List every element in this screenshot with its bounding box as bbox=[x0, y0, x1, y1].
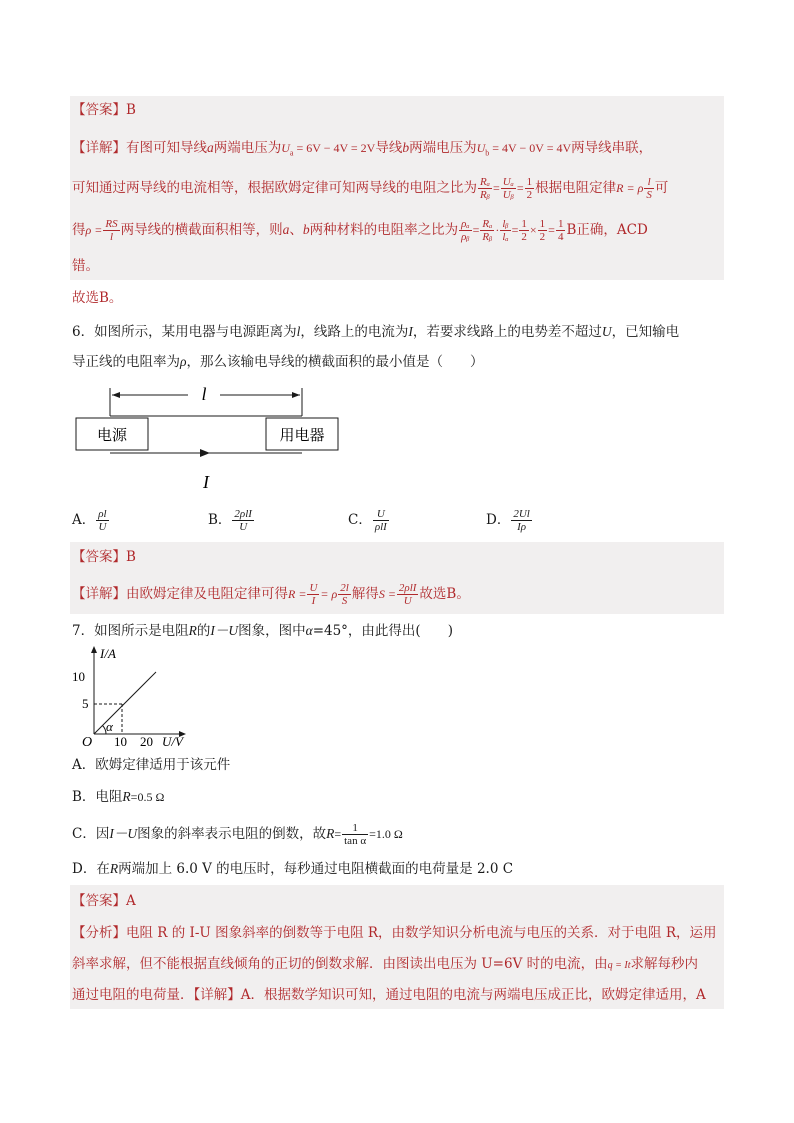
denominator: 2 bbox=[539, 231, 546, 243]
detail-tag: 【详解】 bbox=[72, 586, 126, 602]
circuit-diagram bbox=[70, 380, 350, 500]
fraction bbox=[538, 218, 548, 243]
numerator: 2ρlI bbox=[398, 582, 417, 594]
sub: a bbox=[289, 148, 294, 158]
text: 7．如图所示是电阻 bbox=[72, 623, 189, 639]
var-u: U bbox=[281, 141, 290, 155]
numerator: 1 bbox=[539, 218, 546, 230]
text: 、 bbox=[289, 222, 303, 238]
denominator: lₐ bbox=[502, 231, 509, 243]
numerator: 1 bbox=[521, 218, 527, 230]
fraction bbox=[103, 218, 119, 243]
analysis-line-2 bbox=[72, 954, 698, 976]
var-b: b bbox=[302, 222, 310, 237]
answer-tag: 【答案】 bbox=[72, 102, 126, 118]
fraction bbox=[511, 508, 532, 533]
var-r: R bbox=[326, 826, 335, 841]
numerator: l bbox=[644, 176, 654, 189]
x-tick-20: 20 bbox=[140, 734, 153, 749]
q7-option-a[interactable]: A．欧姆定律适用于该元件 bbox=[72, 757, 231, 773]
denominator: U bbox=[403, 595, 412, 607]
denominator: ρᵦ bbox=[461, 231, 470, 243]
text: A．根据数学知识可知，通过电阻的电流与两端电压成正比，欧姆定律适用，A bbox=[240, 987, 706, 1003]
answer-tag: 【答案】 bbox=[72, 549, 126, 565]
answer-line-q5 bbox=[72, 100, 136, 120]
fraction bbox=[459, 218, 472, 243]
text: 通过电阻的电荷量． bbox=[72, 987, 194, 1003]
analysis-line-1 bbox=[72, 923, 717, 943]
formula-r: R = bbox=[288, 587, 307, 601]
detail-line-1 bbox=[72, 138, 652, 163]
text: 可 bbox=[654, 180, 669, 196]
fraction bbox=[338, 582, 351, 607]
fraction bbox=[519, 218, 529, 243]
numerator: U bbox=[309, 582, 318, 594]
fraction bbox=[644, 176, 654, 201]
detail-line-3: 得ρ = $\frac{RS}{l}$ 两导线的横截面积相等，则a、b两种材料的电阻率之比为 $\frac{\text{ρₐ}}{\text{ρᵦ}}$ = $\frac{\text{Rₐ}}{\text{Rᵦ}}$ · $\frac{\text{lᵦ}}{\text{lₐ}}$ = $\frac{1}{2}$ × $\frac{1}{2}$ = $\frac{1}{4}$ B正确，ACD bbox=[72, 218, 648, 243]
fraction bbox=[397, 582, 419, 607]
var-a: a bbox=[282, 222, 290, 237]
conclusion-line: 故选B。 bbox=[72, 290, 123, 306]
text: 两种材料的电阻率之比为 bbox=[309, 222, 459, 238]
var-l: l bbox=[296, 324, 301, 339]
text: 的 bbox=[196, 623, 211, 639]
text: 两端电压为 bbox=[409, 140, 477, 156]
fraction bbox=[307, 582, 319, 607]
var-b: b bbox=[402, 140, 410, 155]
var-u: U bbox=[476, 141, 486, 155]
formula-q: q = It bbox=[607, 960, 631, 971]
text: =0.5 Ω bbox=[130, 790, 165, 804]
numerator: ρₐ bbox=[461, 218, 470, 230]
fraction bbox=[342, 822, 368, 847]
equation-ua: = 6V − 4V = 2V bbox=[293, 141, 376, 155]
var-r: R bbox=[122, 789, 131, 804]
formula-r: R = ρ bbox=[616, 181, 644, 195]
text: 可知通过两导线的电流相等，根据欧姆定律可知两导线的电阻之比为 bbox=[72, 180, 477, 196]
text: 两端电压为 bbox=[213, 140, 282, 156]
numerator: Rₐ bbox=[480, 176, 490, 188]
q6-detail-line bbox=[72, 582, 470, 607]
text: 解得 bbox=[351, 586, 379, 602]
var-iu: I－U bbox=[210, 623, 239, 638]
text: 根据电阻定律 bbox=[535, 180, 617, 196]
denominator: tan α bbox=[344, 835, 367, 847]
text: 图象的斜率表示电阻的倒数，故 bbox=[137, 826, 327, 842]
power-source-label: 电源 bbox=[96, 426, 128, 444]
numerator: Uₐ bbox=[502, 176, 514, 188]
y-tick-5: 5 bbox=[82, 696, 89, 711]
text: ，那么该输电导线的横截面积的最小值是（ ） bbox=[186, 354, 484, 370]
denominator: Uᵦ bbox=[502, 189, 514, 201]
fraction bbox=[480, 218, 494, 243]
fraction bbox=[373, 508, 389, 533]
text: 两导线串联， bbox=[571, 140, 653, 156]
text: 由欧姆定律及电阻定律可得 bbox=[126, 586, 288, 602]
iu-graph bbox=[70, 642, 200, 752]
iu-line bbox=[94, 672, 156, 734]
sub: b bbox=[485, 148, 490, 158]
fraction bbox=[96, 508, 108, 533]
var-r: R bbox=[188, 623, 197, 638]
denominator: U bbox=[98, 521, 107, 533]
denominator: U bbox=[239, 521, 248, 533]
text: 故选B。 bbox=[419, 586, 470, 602]
text: ，线路上的电流为 bbox=[300, 324, 409, 340]
text: 求解每秒内 bbox=[630, 956, 698, 972]
answer-line-q6 bbox=[72, 547, 136, 567]
denominator: Rᵦ bbox=[482, 231, 493, 243]
text: =45°，由此得出( ) bbox=[312, 623, 453, 639]
fraction bbox=[478, 176, 492, 201]
var-a: a bbox=[207, 140, 214, 155]
formula-rho: = ρ bbox=[320, 587, 338, 601]
x-axis-label: U/V bbox=[162, 734, 183, 749]
var-alpha: α bbox=[305, 623, 313, 638]
text: 正确，ACD bbox=[576, 222, 648, 238]
text: = bbox=[334, 827, 342, 841]
text: 有图可知导线 bbox=[126, 140, 207, 156]
q7-option-b[interactable] bbox=[72, 787, 164, 807]
equation-ub: = 4V − 0V = 4V bbox=[489, 141, 572, 155]
var-r: R bbox=[109, 861, 119, 876]
fraction bbox=[556, 218, 566, 243]
numerator: RS bbox=[105, 218, 118, 230]
detail-tag: 【详解】 bbox=[72, 140, 126, 156]
answer-line-q7 bbox=[72, 891, 136, 911]
formula-rho: ρ = bbox=[85, 223, 103, 237]
fraction bbox=[500, 218, 510, 243]
text: 图象，图中 bbox=[238, 623, 306, 639]
denominator: 2 bbox=[521, 231, 527, 243]
answer-value: B bbox=[126, 102, 136, 118]
denominator: l bbox=[109, 231, 113, 243]
denominator: ρlI bbox=[374, 521, 387, 533]
var-u: U bbox=[601, 324, 612, 339]
text: 导正线的电阻率为 bbox=[72, 354, 180, 370]
numerator: 2ρlI bbox=[234, 508, 252, 520]
text: 得 bbox=[72, 222, 86, 238]
fraction bbox=[525, 176, 535, 201]
numerator: 2Ul bbox=[513, 508, 530, 520]
text: ，若要求线路上的电势差不超过 bbox=[412, 324, 602, 340]
answer-value: A bbox=[126, 893, 136, 909]
q6-stem-line-2 bbox=[72, 352, 483, 372]
text: D．在 bbox=[72, 861, 110, 877]
answer-value: B bbox=[126, 549, 136, 565]
y-tick-10: 10 bbox=[72, 669, 85, 684]
numerator: 1 bbox=[342, 822, 368, 835]
y-axis-label: I/A bbox=[100, 646, 116, 661]
device-label: 用电器 bbox=[279, 426, 325, 444]
numerator: U bbox=[373, 508, 389, 521]
q6-option-a[interactable] bbox=[72, 508, 110, 533]
fraction bbox=[232, 508, 254, 533]
q7-option-d[interactable] bbox=[72, 859, 513, 879]
numerator: 1 bbox=[557, 218, 564, 230]
detail-tag: 【详解】 bbox=[193, 987, 241, 1003]
denominator: 2 bbox=[526, 189, 533, 201]
q7-stem bbox=[72, 621, 453, 641]
var-rho: ρ bbox=[180, 354, 187, 369]
text: 斜率求解，但不能根据直线倾角的正切的倒数求解．由图读出电压为 U=6V 时的电流，由 bbox=[72, 956, 608, 972]
current-label: I bbox=[203, 472, 209, 492]
q6-stem-line-1 bbox=[72, 322, 679, 342]
text: B．电阻 bbox=[72, 789, 123, 805]
analysis-line-3 bbox=[72, 985, 706, 1005]
numerator: lᵦ bbox=[500, 218, 510, 231]
denominator: S bbox=[341, 595, 348, 607]
text: =1.0 Ω bbox=[369, 827, 403, 841]
text: C．因 bbox=[72, 826, 110, 842]
denominator: Iρ bbox=[517, 521, 527, 533]
q6-option-c[interactable] bbox=[348, 508, 390, 533]
option-label: B． bbox=[208, 512, 232, 528]
numerator: 1 bbox=[526, 176, 533, 188]
text: 6．如图所示，某用电器与电源距离为 bbox=[72, 324, 297, 340]
text: 两端加上 6.0 V 的电压时，每秒通过电阻横截面的电荷量是 2.0 C bbox=[118, 861, 514, 877]
q6-option-b[interactable] bbox=[208, 508, 255, 533]
denominator: 4 bbox=[557, 231, 564, 243]
text: 两导线的横截面积相等，则 bbox=[120, 222, 283, 238]
numerator: Rₐ bbox=[482, 218, 493, 230]
option-label: D． bbox=[486, 512, 511, 528]
text: ，已知输电 bbox=[611, 324, 680, 340]
formula-s: S = bbox=[378, 587, 396, 601]
origin-label: O bbox=[82, 735, 93, 750]
var-i: I bbox=[408, 324, 413, 339]
x-tick-10: 10 bbox=[114, 734, 127, 749]
option-label: C． bbox=[348, 512, 372, 528]
analysis-tag: 【分析】 bbox=[72, 925, 126, 941]
text: 电阻 R 的 I-U 图象斜率的倒数等于电阻 R，由数学知识分析电流与电压的关系．对于电阻 R，运用 bbox=[126, 925, 717, 941]
detail-line-2: 可知通过两导线的电流相等，根据欧姆定律可知两导线的电阻之比为 $\frac{\text{Rₐ}}{\text{Rᵦ}}$ = $\frac{\text{Uₐ}}{\text{Uᵦ}}$ = $\frac{1}{2}$ 根据电阻定律R = ρ $\frac{l}{S}$ 可 bbox=[72, 176, 669, 201]
numerator: ρl bbox=[98, 508, 107, 520]
detail-line-4: 错。 bbox=[72, 258, 99, 274]
var-iu: I－U bbox=[109, 826, 138, 841]
q7-option-c[interactable] bbox=[72, 822, 403, 847]
text: B bbox=[566, 222, 577, 238]
text: 导线 bbox=[375, 140, 403, 156]
answer-tag: 【答案】 bbox=[72, 893, 126, 909]
option-label: A． bbox=[72, 512, 96, 528]
q6-option-d[interactable] bbox=[486, 508, 533, 533]
length-label: l bbox=[201, 384, 207, 404]
fraction bbox=[501, 176, 516, 201]
denominator: Rᵦ bbox=[480, 189, 490, 201]
angle-label: α bbox=[106, 719, 113, 734]
denominator: S bbox=[646, 189, 652, 201]
numerator: 2l bbox=[340, 582, 349, 594]
denominator: I bbox=[311, 595, 316, 607]
